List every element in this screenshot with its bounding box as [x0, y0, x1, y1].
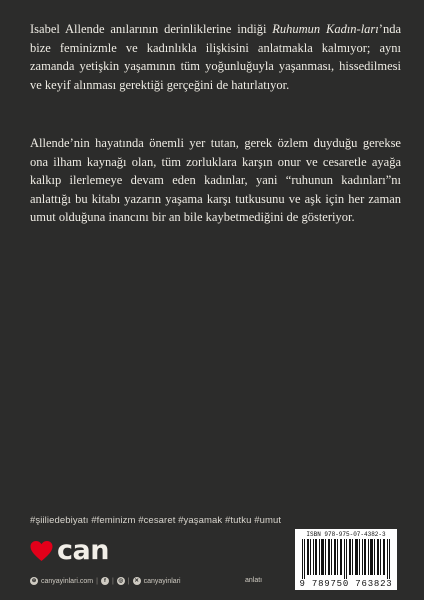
barcode-digit-group-left: 789750: [311, 579, 350, 589]
barcode-digits: [295, 579, 397, 589]
description-paragraph-1: [30, 20, 401, 94]
x-icon[interactable]: ✕: [134, 578, 139, 584]
instagram-icon[interactable]: ◎: [118, 578, 124, 584]
heart-icon: [29, 540, 54, 562]
isbn-number: ISBN 978-975-07-4382-3: [306, 531, 386, 538]
divider: |: [96, 577, 98, 585]
barcode-digit-group-right: 763823: [355, 579, 393, 589]
description-paragraph-2: Allende’nin hayatında önemli yer tutan, gerek özlem duyduğu gerekse ona ilham kaynağı olan, tüm zorluklara karşın onur ve cesaretle ayağa kalkıp ilerlemeye devam eden kadınlar, yani “ruhunun kadınları”nı anlattığı bu kitabı yazarın yaşama karşı tutkusunu ve aşk için her zaman umut olduğuna inancını bir an bile kaybetmediğini de gösteriyor.: [30, 136, 401, 225]
facebook-icon[interactable]: f: [101, 577, 109, 585]
barcode-bars: [300, 539, 392, 579]
publisher-contact: [30, 577, 181, 585]
hashtags: #şiiliedebiyatı #feminizm #cesaret #yaşamak #tutku #umut: [30, 515, 282, 526]
paragraph-lead: Isabel Allende anılarının derinliklerine indiği: [30, 22, 273, 36]
divider: |: [127, 577, 130, 585]
website-link[interactable]: canyayinlari.com: [41, 577, 94, 585]
logo-wordmark: can: [57, 535, 109, 566]
paragraph-rest: ’nda bize feminizmle ve kadınlıkla ilişkisini anlatmakla kalmıyor; aynı zamanda yetişkin yaşamının tüm yoğunluğuyla yaşanması, hissedilmesi ve keyif alınması gerektiği gerçeğini de hatırlatıyor.: [30, 22, 401, 92]
divider: |: [111, 577, 114, 585]
globe-icon: ⊕: [31, 578, 37, 584]
book-title: Ruhumun Kadın-ları: [272, 22, 379, 36]
publisher-logo: [29, 537, 109, 564]
social-handle[interactable]: canyayinlari: [143, 577, 181, 585]
barcode-digit-prefix: 9: [299, 579, 306, 589]
imprint-label: anlatı: [245, 577, 263, 584]
barcode: [295, 529, 397, 590]
